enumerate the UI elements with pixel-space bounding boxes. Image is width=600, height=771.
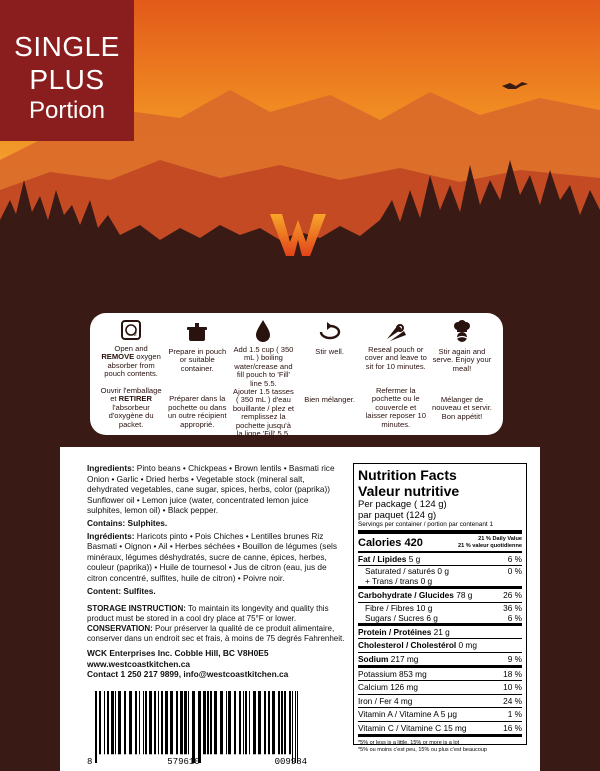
barcode-bar — [145, 691, 147, 754]
barcode-bar — [165, 691, 168, 754]
barcode-bar — [203, 691, 206, 754]
storage-fr-label: CONSERVATION: — [87, 624, 153, 633]
nutrient-daily-value: 9 % — [507, 653, 522, 664]
barcode-bar — [297, 691, 298, 763]
nutrient-label: Carbohydrate / Glucides — [358, 590, 454, 601]
barcode-bar — [107, 691, 109, 754]
footnote-fr: *5% ou moins c'est peu, 15% ou plus c'est beaucoup — [358, 747, 487, 754]
barcode-bar — [292, 691, 293, 763]
barcode-bar — [198, 691, 201, 763]
storage-text: To maintain its longevity and quality this product must be stored in a cool dry place at 75°F or lower. — [87, 604, 329, 623]
step-6-fr: Mélanger de nouveau et servir. Bon appétit! — [431, 395, 492, 421]
barcode-digit-3: 009984 — [274, 757, 307, 767]
nutrient-row — [358, 668, 522, 681]
nutrient-amount: 0 mg — [456, 640, 477, 651]
nutrient-label: Cholesterol / Cholestérol — [358, 640, 457, 651]
barcode-bar — [180, 691, 183, 754]
barcode-bar — [139, 691, 140, 754]
barcode-bar — [170, 691, 173, 754]
ingredients-text: Pinto beans • Chickpeas • Brown lentils • Basmati rice Onion • Garlic • Dried herbs • Vegetable stock (mineral salt, dehydrated vegetables, cane sugar, spices, herbs, color (paprika)) Sunflower oil • Lemon juice (water, concentrated lemon juice sulphites, lemon oil) • Black pepper. — [87, 463, 335, 516]
nutrient-row — [358, 613, 522, 626]
barcode-bar — [176, 691, 178, 754]
step-6-en: Stir again and serve. Enjoy your meal! — [432, 347, 492, 373]
step-4-en: Stir well. — [315, 347, 344, 356]
nutrient-daily-value: 16 % — [503, 722, 522, 733]
step-1-fr-post: l'absorbeur d'oxygène du packet. — [108, 402, 154, 429]
barcode-bar — [258, 691, 261, 754]
barcode-bar — [111, 691, 114, 754]
nutrition-facts-table — [353, 463, 527, 754]
step-1-en-bold: REMOVE — [101, 352, 135, 362]
barcode-bar — [95, 691, 97, 763]
ingredients-block — [87, 463, 345, 598]
nutrient-row — [358, 708, 522, 721]
barcode-bar — [161, 691, 163, 754]
barcode-bar — [228, 691, 231, 754]
calories-row — [358, 534, 522, 553]
step-1-fr-bold: RETIRER — [118, 394, 152, 404]
w-logo-icon — [268, 210, 328, 260]
step-4-fr: Bien mélanger. — [304, 395, 355, 404]
storage-fr-text: Pour préserver la qualité de ce produit alimentaire, conserver dans un endroit sec et frais, à moins de 75 degrés Fahrenheit. — [87, 624, 345, 643]
nutrient-label: Sodium — [358, 653, 389, 664]
nutrient-label: Calcium 126 mg — [358, 682, 418, 693]
step-add-water — [230, 319, 296, 439]
barcode-bar — [243, 691, 244, 754]
step-2-fr: Préparer dans la pochette ou dans un outre récipient approprié. — [167, 394, 227, 429]
barcode — [87, 691, 307, 763]
nutrient-label: Fibre / Fibres 10 g — [365, 602, 433, 613]
barcode-bar — [249, 691, 250, 754]
nutrient-label: Vitamin A / Vitamine A 5 µg — [358, 709, 458, 720]
stir-arrow-icon — [317, 319, 343, 345]
barcode-bar — [234, 691, 236, 754]
nutrient-daily-value: 26 % — [503, 590, 522, 601]
barcode-bar — [226, 691, 227, 754]
barcode-bar — [278, 691, 280, 754]
nutrient-label: Vitamin C / Vitamine C 15 mg — [358, 722, 467, 733]
per-package-fr: par paquet (124 g) — [358, 510, 437, 521]
nutrient-amount: 21 g — [431, 626, 450, 637]
barcode-bar — [281, 691, 283, 754]
nutrient-row — [358, 639, 522, 652]
barcode-bar — [124, 691, 126, 754]
company-block — [87, 648, 349, 680]
barcode-bar — [154, 691, 156, 754]
nutrient-daily-value: 18 % — [503, 669, 522, 680]
barcode-bar — [284, 691, 286, 754]
badge-line-1: SINGLE — [14, 31, 120, 62]
nutrient-row — [358, 553, 522, 566]
step-3-en: Add 1.5 cup ( 350 mL ) boiling water/crease and fill pouch to 'Fill' line 5.5. — [233, 345, 294, 388]
nutrient-daily-value: 6 % — [507, 612, 522, 623]
step-5-fr: Refermer la pochette ou le couvercle et laisser reposer 10 minutes. — [365, 385, 426, 429]
barcode-bar — [245, 691, 247, 754]
step-2-en: Prepare in pouch or suitable container. — [168, 346, 227, 373]
barcode-bar — [143, 691, 144, 754]
nutrient-daily-value: 6 % — [507, 554, 522, 564]
step-3-fr: Ajouter 1.5 tasses ( 350 mL ) d'eau bouillante / plez et remplissez la pochette jusqu'à la ligne 'Fill' 5.5. — [232, 387, 295, 439]
footnote-en: *5% or less is a little, 15% or more is a lot — [358, 740, 460, 747]
nutrient-daily-value: 10 % — [503, 682, 522, 693]
nutrient-row — [358, 589, 522, 602]
oxygen-absorber-icon — [118, 319, 144, 342]
barcode-bar — [220, 691, 223, 754]
nutrition-title-fr: Valeur nutritive — [358, 483, 460, 499]
step-remove-oxygen — [98, 319, 164, 429]
company-website: www.westcoastkitchen.ca — [87, 658, 191, 669]
ingredients-fr-label: Ingrédients: — [87, 530, 135, 541]
barcode-bar — [149, 691, 152, 754]
contains-label: Contains: Sulphites. — [87, 517, 168, 528]
portion-badge — [0, 0, 134, 141]
nutrient-daily-value: 1 % — [507, 709, 522, 720]
barcode-bar — [210, 691, 212, 754]
nutrient-amount: 217 mg — [388, 653, 419, 664]
barcode-bar — [268, 691, 270, 754]
storage-block — [87, 604, 349, 644]
barcode-bar — [115, 691, 116, 754]
daily-value-en: 21 % Daily Value — [478, 536, 522, 542]
barcode-bar — [129, 691, 132, 754]
company-contact: Contact 1 250 217 9899, info@westcoastkitchen.ca — [87, 669, 289, 679]
nutrient-row — [358, 566, 522, 576]
ingredients-label: Ingredients: — [87, 463, 135, 473]
pot-icon — [184, 319, 210, 345]
barcode-bar — [118, 691, 121, 754]
calories-value: Calories 420 — [358, 537, 423, 549]
nutrient-label: Fat / Lipides — [358, 554, 407, 564]
chef-icon — [449, 319, 475, 345]
daily-value-fr: 21 % valeur quotidienne — [457, 542, 522, 549]
badge-line-2: PLUS — [29, 64, 105, 95]
nutrient-label: + Trans / trans 0 g — [365, 576, 433, 587]
barcode-bar — [239, 691, 241, 754]
nutrient-daily-value: 24 % — [503, 695, 522, 706]
barcode-bar — [295, 691, 296, 763]
nutrient-row — [358, 626, 522, 639]
nutrient-rows — [358, 553, 522, 737]
barcode-bar — [207, 691, 209, 754]
nutrient-label: Protein / Protéines — [358, 626, 432, 637]
barcode-bar — [135, 691, 137, 754]
step-1-fr-pre: Ouvrir l'emballage et — [100, 385, 162, 404]
nutrient-daily-value: 0 % — [507, 566, 522, 577]
preparation-steps — [90, 313, 503, 439]
nutrition-footnote — [358, 740, 522, 754]
nutrient-row — [358, 576, 522, 589]
barcode-bar — [253, 691, 256, 754]
step-prepare — [164, 319, 230, 429]
servings-line: Servings per container / portion par contenant 1 — [358, 521, 522, 534]
barcode-bar — [272, 691, 275, 754]
step-stir — [297, 319, 363, 429]
per-package-en: Per package ( 124 g) — [358, 499, 447, 510]
clip-icon — [383, 319, 409, 343]
barcode-digit-1: 8 — [87, 757, 93, 767]
nutrient-label: Potassium 853 mg — [358, 669, 427, 680]
water-drop-icon — [250, 319, 276, 343]
nutrient-label: Saturated / saturés 0 g — [365, 566, 449, 577]
nutrient-row — [358, 722, 522, 737]
nutrient-label: Sugars / Sucres 6 g — [365, 612, 438, 623]
barcode-bar — [264, 691, 266, 754]
company-name: WCK Enterprises Inc. Cobble Hill, BC V8H0E5 — [87, 648, 269, 658]
barcode-bar — [104, 691, 105, 754]
nutrition-title-en: Nutrition Facts — [358, 467, 457, 483]
barcode-bar — [214, 691, 217, 754]
ingredients-fr-text: Haricots pinto • Pois Chiches • Lentilles brunes Riz Basmati • Oignon • Ail • Herbes séchées • Bouillon de légumes (sels minéraux, légumes déshydratés, sucre de canne, épices, herbes, couleur (paprika)) • Huile de tournesol • Jus de citron (eau, jus de citron concentré, sulfites, huile de citron) • Poivre noir. — [87, 530, 338, 583]
nutrient-row — [358, 603, 522, 613]
nutrient-row — [358, 653, 522, 668]
barcode-digit-2: 579610 — [167, 757, 200, 767]
step-1-en-post: oxygen absorber from pouch contents. — [104, 352, 161, 379]
barcode-bar — [188, 691, 189, 754]
badge-line-3: Portion — [28, 97, 106, 124]
barcode-bar — [289, 691, 291, 754]
step-5-en: Reseal pouch or cover and leave to sit for 10 minutes. — [364, 345, 427, 371]
storage-label: STORAGE INSTRUCTION: — [87, 604, 186, 613]
nutrient-row — [358, 681, 522, 694]
barcode-bar — [192, 691, 195, 763]
nutrient-row — [358, 695, 522, 708]
info-panel — [60, 447, 540, 771]
nutrient-amount: 78 g — [453, 590, 473, 601]
step-1-en-pre: Open and — [114, 343, 148, 353]
nutrient-amount: 5 g — [406, 554, 421, 564]
svg-text:2: 2 — [134, 332, 137, 339]
step-reseal — [363, 319, 429, 429]
barcode-digits — [87, 757, 307, 767]
nutrient-daily-value: 36 % — [503, 602, 522, 613]
barcode-bar — [99, 691, 101, 754]
step-serve — [429, 319, 495, 429]
contains-fr-label: Content: Sulfites. — [87, 585, 156, 596]
barcode-bar — [158, 691, 159, 754]
barcode-bar — [184, 691, 187, 754]
nutrient-label: Iron / Fer 4 mg — [358, 695, 413, 706]
